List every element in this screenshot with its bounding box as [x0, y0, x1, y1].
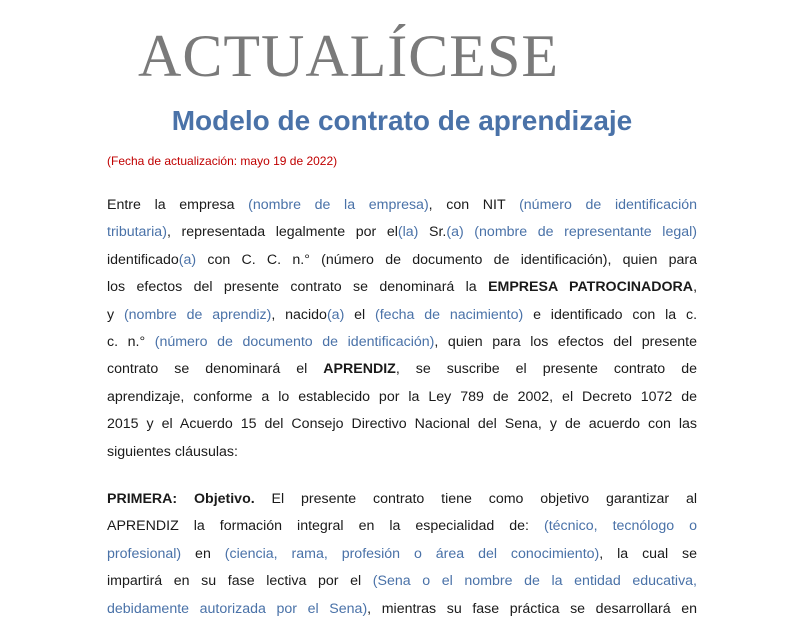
clause-heading: PRIMERA: Objetivo. — [107, 491, 255, 507]
paragraph-line: c. n.° (número de documento de identificación), quien para los efectos del presente — [107, 334, 697, 351]
placeholder-id-number: (número de documento de identificación) — [154, 334, 435, 351]
paragraph-line: debidamente autorizada por el Sena), mientras su fase práctica se desarrollará en — [107, 600, 697, 617]
paragraph-line: tributaria), representada legalmente por el(la) Sr.(a) (nombre de representante legal) — [107, 224, 697, 241]
placeholder-apprentice-name: (nombre de aprendiz) — [123, 306, 272, 323]
placeholder-company-name: (nombre de la empresa) — [248, 197, 429, 213]
paragraph-line: y (nombre de aprendiz), nacido(a) el (fecha de nacimiento) e identificado con la c. — [107, 306, 698, 323]
update-date-note: (Fecha de actualización: mayo 19 de 2022) — [107, 154, 338, 168]
intro-paragraph — [107, 192, 697, 466]
document-title: Modelo de contrato de aprendizaje — [171, 105, 633, 136]
paragraph-line: contrato se denominará el APRENDIZ, se suscribe el presente contrato de — [107, 361, 697, 378]
placeholder-legal-rep: (nombre de representante legal) — [463, 224, 697, 241]
paragraph-line: 2015 y el Acuerdo 15 del Consejo Directivo Nacional del Sena, y de acuerdo con las — [107, 416, 697, 433]
placeholder-nit: (número de identificación — [519, 197, 698, 213]
paragraph-line: APRENDIZ la formación integral en la especialidad de: (técnico, tecnólogo o — [107, 518, 697, 535]
placeholder-field: (ciencia, rama, profesión o área del conocimiento) — [224, 545, 600, 562]
paragraph-line: impartirá en su fase lectiva por el (Sena o el nombre de la entidad educativa, — [107, 573, 697, 590]
paragraph-line: siguientes cláusulas: — [107, 443, 238, 460]
paragraph-line: Entre la empresa (nombre de la empresa), con NIT (número de identificación — [107, 197, 698, 213]
term-empresa-patrocinadora: EMPRESA PATROCINADORA — [488, 279, 694, 296]
paragraph-line: identificado(a) con C. C. n.° (número de documento de identificación), quien para — [107, 251, 697, 268]
paragraph-line: profesional) en (ciencia, rama, profesión o área del conocimiento), la cual se — [107, 545, 698, 562]
paragraph-line: PRIMERA: Objetivo. El presente contrato tiene como objetivo garantizar al — [107, 491, 697, 507]
paragraph-line: aprendizaje, conforme a lo establecido por la Ley 789 de 2002, el Decreto 1072 de — [107, 388, 697, 405]
placeholder-birth-date: (fecha de nacimiento) — [375, 306, 524, 323]
paragraph-line: los efectos del presente contrato se denominará la EMPRESA PATROCINADORA, — [107, 279, 698, 296]
term-aprendiz: APRENDIZ — [323, 361, 396, 378]
actualicese-logo: ACTUALÍCESE — [138, 23, 559, 89]
clause-primera — [107, 486, 697, 623]
